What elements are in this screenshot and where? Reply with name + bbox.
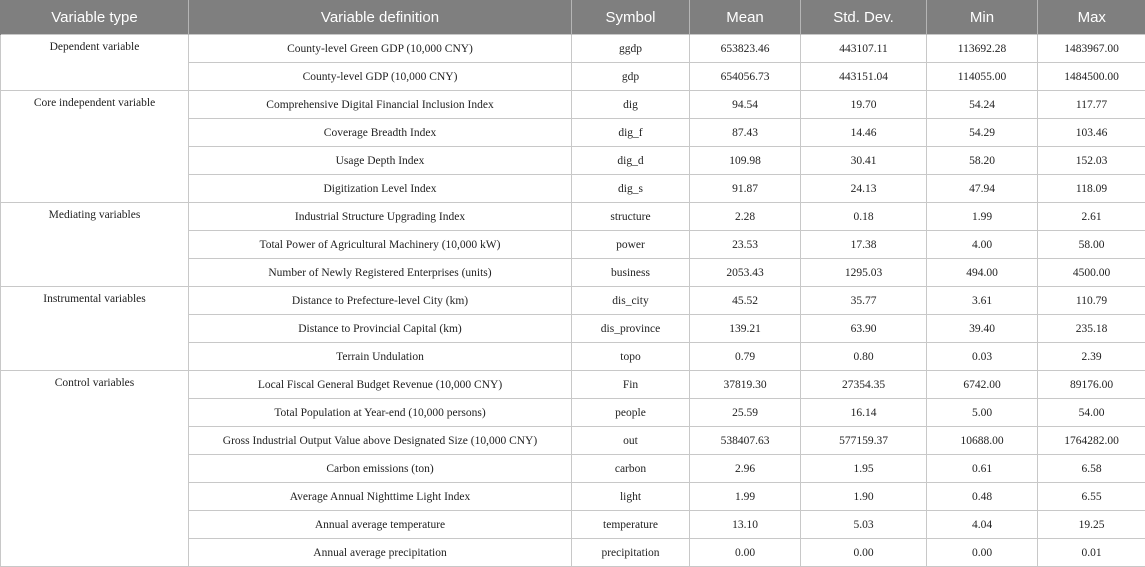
std-dev-cell: 577159.37	[801, 427, 927, 455]
symbol-cell: ggdp	[572, 35, 690, 63]
mean-cell: 139.21	[690, 315, 801, 343]
table-body	[1, 35, 1145, 567]
symbol-cell: precipitation	[572, 539, 690, 567]
symbol-cell: dig	[572, 91, 690, 119]
variable-type-cell: Dependent variable	[1, 35, 189, 91]
variable-definition-cell: Local Fiscal General Budget Revenue (10,000 CNY)	[189, 371, 572, 399]
std-dev-cell: 0.00	[801, 539, 927, 567]
variable-definition-cell: Total Power of Agricultural Machinery (10,000 kW)	[189, 231, 572, 259]
min-cell: 114055.00	[927, 63, 1038, 91]
variable-definition-cell: Average Annual Nighttime Light Index	[189, 483, 572, 511]
variable-definition-cell: Gross Industrial Output Value above Designated Size (10,000 CNY)	[189, 427, 572, 455]
std-dev-cell: 1.90	[801, 483, 927, 511]
std-dev-cell: 1.95	[801, 455, 927, 483]
std-dev-cell: 443107.11	[801, 35, 927, 63]
max-cell: 2.39	[1038, 343, 1145, 371]
max-cell: 19.25	[1038, 511, 1145, 539]
mean-cell: 654056.73	[690, 63, 801, 91]
variable-definition-cell: Number of Newly Registered Enterprises (units)	[189, 259, 572, 287]
table-row	[1, 203, 1145, 231]
std-dev-cell: 14.46	[801, 119, 927, 147]
mean-cell: 13.10	[690, 511, 801, 539]
min-cell: 54.24	[927, 91, 1038, 119]
table-header	[1, 0, 1145, 35]
symbol-cell: light	[572, 483, 690, 511]
max-cell: 117.77	[1038, 91, 1145, 119]
mean-cell: 653823.46	[690, 35, 801, 63]
header-row	[1, 0, 1145, 35]
mean-cell: 94.54	[690, 91, 801, 119]
min-cell: 47.94	[927, 175, 1038, 203]
symbol-cell: temperature	[572, 511, 690, 539]
symbol-cell: dis_city	[572, 287, 690, 315]
min-cell: 113692.28	[927, 35, 1038, 63]
std-dev-cell: 0.18	[801, 203, 927, 231]
max-cell: 2.61	[1038, 203, 1145, 231]
symbol-cell: dig_f	[572, 119, 690, 147]
variable-definition-cell: Annual average precipitation	[189, 539, 572, 567]
mean-cell: 109.98	[690, 147, 801, 175]
mean-cell: 87.43	[690, 119, 801, 147]
max-cell: 0.01	[1038, 539, 1145, 567]
header-std-dev: Std. Dev.	[801, 0, 927, 35]
mean-cell: 2053.43	[690, 259, 801, 287]
min-cell: 0.00	[927, 539, 1038, 567]
symbol-cell: power	[572, 231, 690, 259]
mean-cell: 2.28	[690, 203, 801, 231]
max-cell: 118.09	[1038, 175, 1145, 203]
max-cell: 1483967.00	[1038, 35, 1145, 63]
symbol-cell: dig_s	[572, 175, 690, 203]
std-dev-cell: 0.80	[801, 343, 927, 371]
mean-cell: 45.52	[690, 287, 801, 315]
header-variable-definition: Variable definition	[189, 0, 572, 35]
symbol-cell: dig_d	[572, 147, 690, 175]
std-dev-cell: 5.03	[801, 511, 927, 539]
symbol-cell: dis_province	[572, 315, 690, 343]
variable-definition-cell: Comprehensive Digital Financial Inclusion Index	[189, 91, 572, 119]
variable-definition-cell: Digitization Level Index	[189, 175, 572, 203]
variable-definition-cell: Usage Depth Index	[189, 147, 572, 175]
symbol-cell: business	[572, 259, 690, 287]
variable-definition-cell: Terrain Undulation	[189, 343, 572, 371]
min-cell: 54.29	[927, 119, 1038, 147]
mean-cell: 0.00	[690, 539, 801, 567]
symbol-cell: people	[572, 399, 690, 427]
table-row	[1, 287, 1145, 315]
min-cell: 39.40	[927, 315, 1038, 343]
min-cell: 1.99	[927, 203, 1038, 231]
variable-type-cell: Instrumental variables	[1, 287, 189, 371]
variable-type-cell: Control variables	[1, 371, 189, 567]
symbol-cell: carbon	[572, 455, 690, 483]
min-cell: 0.48	[927, 483, 1038, 511]
max-cell: 1764282.00	[1038, 427, 1145, 455]
symbol-cell: structure	[572, 203, 690, 231]
min-cell: 0.61	[927, 455, 1038, 483]
min-cell: 4.04	[927, 511, 1038, 539]
min-cell: 6742.00	[927, 371, 1038, 399]
max-cell: 110.79	[1038, 287, 1145, 315]
mean-cell: 2.96	[690, 455, 801, 483]
std-dev-cell: 443151.04	[801, 63, 927, 91]
symbol-cell: topo	[572, 343, 690, 371]
std-dev-cell: 24.13	[801, 175, 927, 203]
table-row	[1, 371, 1145, 399]
variable-definition-cell: County-level Green GDP (10,000 CNY)	[189, 35, 572, 63]
max-cell: 235.18	[1038, 315, 1145, 343]
variable-definition-cell: Distance to Prefecture-level City (km)	[189, 287, 572, 315]
symbol-cell: gdp	[572, 63, 690, 91]
table-row	[1, 35, 1145, 63]
mean-cell: 25.59	[690, 399, 801, 427]
header-max: Max	[1038, 0, 1145, 35]
mean-cell: 91.87	[690, 175, 801, 203]
header-min: Min	[927, 0, 1038, 35]
min-cell: 3.61	[927, 287, 1038, 315]
mean-cell: 23.53	[690, 231, 801, 259]
max-cell: 54.00	[1038, 399, 1145, 427]
max-cell: 6.55	[1038, 483, 1145, 511]
min-cell: 4.00	[927, 231, 1038, 259]
std-dev-cell: 17.38	[801, 231, 927, 259]
mean-cell: 1.99	[690, 483, 801, 511]
mean-cell: 538407.63	[690, 427, 801, 455]
variable-definition-cell: Carbon emissions (ton)	[189, 455, 572, 483]
max-cell: 103.46	[1038, 119, 1145, 147]
table-row	[1, 91, 1145, 119]
variable-type-cell: Core independent variable	[1, 91, 189, 203]
symbol-cell: Fin	[572, 371, 690, 399]
max-cell: 58.00	[1038, 231, 1145, 259]
min-cell: 5.00	[927, 399, 1038, 427]
min-cell: 10688.00	[927, 427, 1038, 455]
max-cell: 89176.00	[1038, 371, 1145, 399]
min-cell: 0.03	[927, 343, 1038, 371]
std-dev-cell: 19.70	[801, 91, 927, 119]
variable-definition-cell: Distance to Provincial Capital (km)	[189, 315, 572, 343]
max-cell: 6.58	[1038, 455, 1145, 483]
std-dev-cell: 1295.03	[801, 259, 927, 287]
mean-cell: 37819.30	[690, 371, 801, 399]
variable-definition-cell: Coverage Breadth Index	[189, 119, 572, 147]
symbol-cell: out	[572, 427, 690, 455]
std-dev-cell: 27354.35	[801, 371, 927, 399]
max-cell: 152.03	[1038, 147, 1145, 175]
min-cell: 494.00	[927, 259, 1038, 287]
header-symbol: Symbol	[572, 0, 690, 35]
header-mean: Mean	[690, 0, 801, 35]
header-variable-type: Variable type	[1, 0, 189, 35]
max-cell: 4500.00	[1038, 259, 1145, 287]
variable-type-cell: Mediating variables	[1, 203, 189, 287]
max-cell: 1484500.00	[1038, 63, 1145, 91]
std-dev-cell: 63.90	[801, 315, 927, 343]
std-dev-cell: 30.41	[801, 147, 927, 175]
std-dev-cell: 35.77	[801, 287, 927, 315]
mean-cell: 0.79	[690, 343, 801, 371]
min-cell: 58.20	[927, 147, 1038, 175]
variable-definition-cell: County-level GDP (10,000 CNY)	[189, 63, 572, 91]
variable-definition-cell: Annual average temperature	[189, 511, 572, 539]
variable-definition-cell: Industrial Structure Upgrading Index	[189, 203, 572, 231]
variable-definition-cell: Total Population at Year-end (10,000 persons)	[189, 399, 572, 427]
std-dev-cell: 16.14	[801, 399, 927, 427]
